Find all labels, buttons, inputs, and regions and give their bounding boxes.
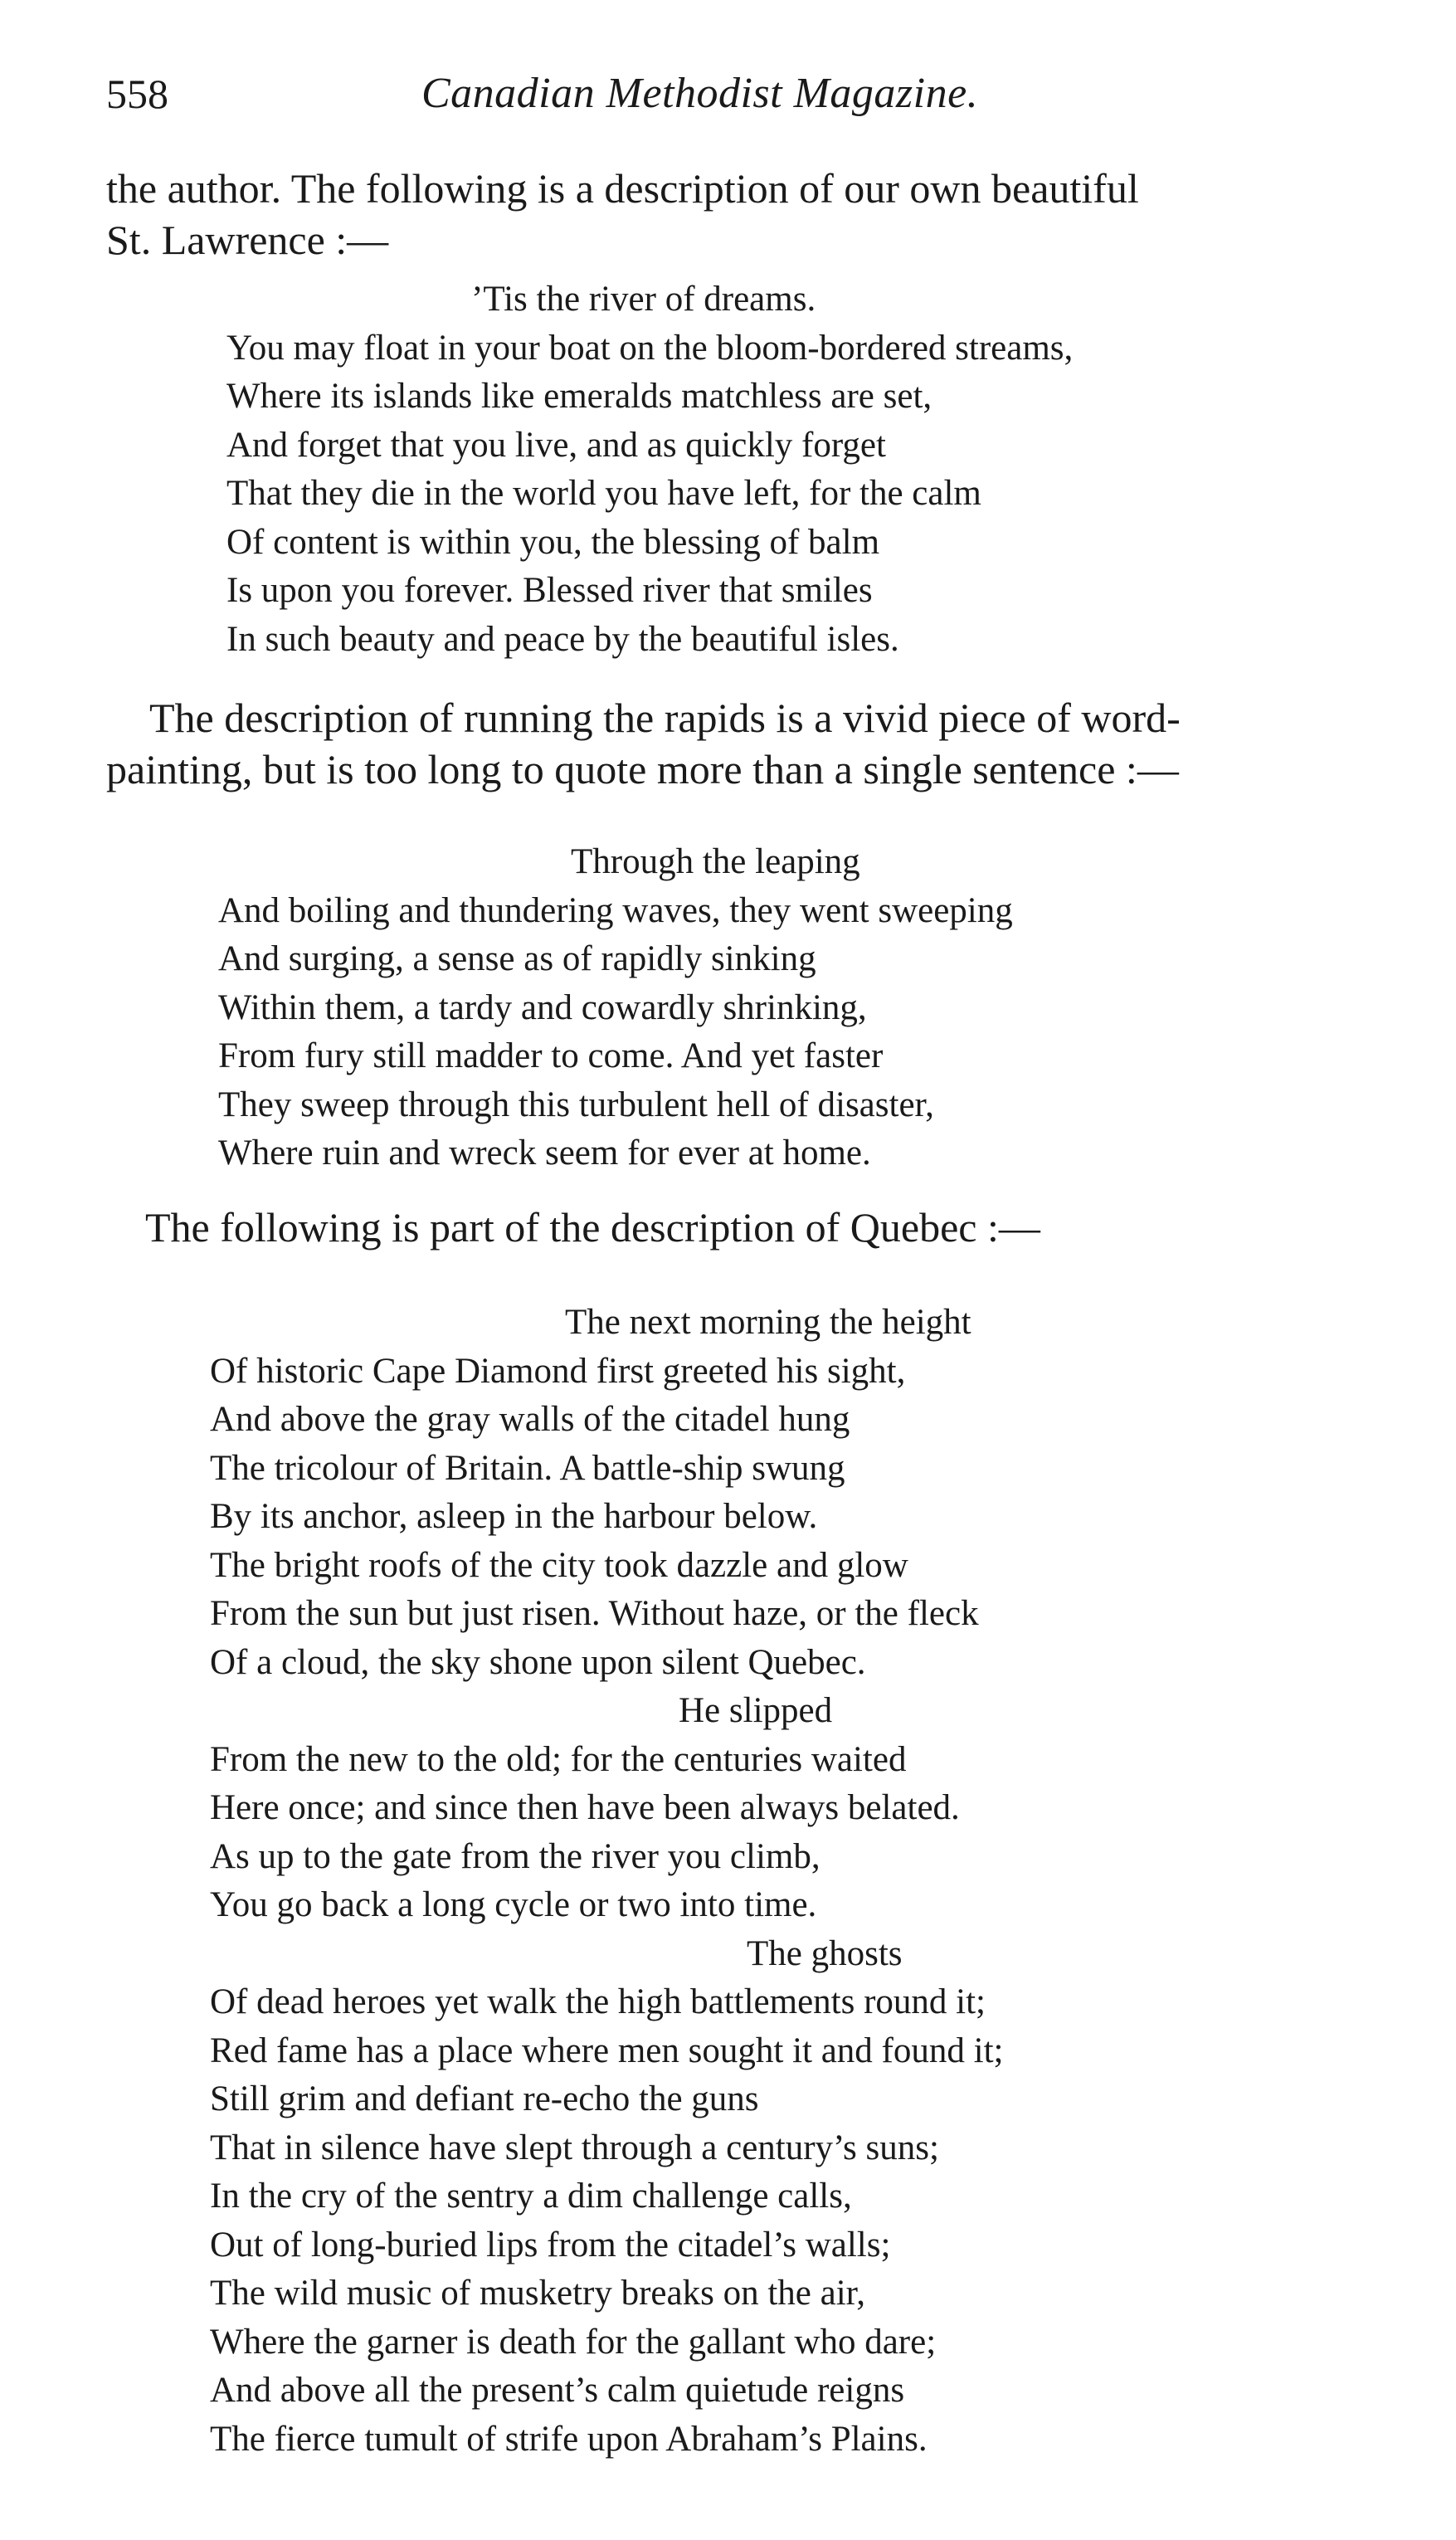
- intro-word: is: [537, 165, 566, 212]
- rapids-word: is: [776, 695, 804, 741]
- intro-paragraph: [106, 163, 1390, 266]
- verse-line: ’Tis the river of dreams.: [471, 280, 816, 319]
- verse-line: Through the leaping: [571, 842, 860, 881]
- rapids-word: piece: [938, 695, 1026, 741]
- rapids-word: running: [464, 695, 593, 741]
- verse-line: That in silence have slept through a century’s suns;: [210, 2128, 939, 2167]
- rapids-word: of: [1036, 695, 1071, 741]
- verse-line: And boiling and thundering waves, they went sweeping: [218, 890, 1013, 930]
- verse-line: And forget that you live, and as quickly forget: [226, 425, 886, 465]
- intro-word: of: [799, 165, 834, 212]
- verse-line: They sweep through this turbulent hell of disaster,: [218, 1085, 934, 1124]
- verse-line: And above all the present’s calm quietude reigns: [210, 2371, 905, 2410]
- rapids-word: vivid: [842, 695, 928, 741]
- intro-word: our: [844, 165, 899, 212]
- verse-line: By its anchor, asleep in the harbour below.: [210, 1497, 818, 1536]
- verse-line: Where the garner is death for the gallant who dare;: [210, 2322, 937, 2362]
- intro-word: beautiful: [991, 165, 1139, 212]
- page-header: [106, 65, 1400, 123]
- page-number: 558: [106, 71, 168, 117]
- verse-line: From fury still madder to come. And yet faster: [218, 1036, 884, 1075]
- rapids-word: description: [224, 695, 409, 741]
- rapids-word: rapids: [664, 695, 766, 741]
- verse-line: Of dead heroes yet walk the high battlements round it;: [210, 1982, 986, 2021]
- verse-line: He slipped: [679, 1691, 833, 1730]
- verse-line: The tricolour of Britain. A battle-ship swung: [210, 1448, 845, 1488]
- verse-line: The bright roofs of the city took dazzle and glow: [210, 1545, 908, 1585]
- verse-line: The ghosts: [747, 1933, 903, 1973]
- verse-line: In such beauty and peace by the beautiful isles.: [226, 619, 899, 659]
- verse-line: You go back a long cycle or two into time.: [210, 1885, 817, 1924]
- verse-line: The fierce tumult of strife upon Abraham’s Plains.: [210, 2419, 928, 2459]
- intro-line-1: [106, 163, 1390, 214]
- verse-line: The wild music of musketry breaks on the air,: [210, 2274, 865, 2313]
- rapids-word: a: [814, 695, 833, 741]
- intro-word: following: [365, 165, 528, 212]
- quebec-line-1: The following is part of the description of Quebec :—: [145, 1204, 1040, 1250]
- verse-line: Is upon you forever. Blessed river that smiles: [226, 571, 873, 610]
- verse-line: Still grim and defiant re-echo the guns: [210, 2079, 759, 2118]
- verse-line: That they die in the world you have left, for the calm: [226, 474, 981, 513]
- poem-quebec: [210, 1299, 1003, 2464]
- rapids-paragraph: [106, 692, 1390, 795]
- verse-line: You may float in your boat on the bloom-bordered streams,: [226, 328, 1074, 368]
- quebec-paragraph: [145, 1202, 1390, 1253]
- verse-line: Of content is within you, the blessing of balm: [226, 522, 880, 562]
- intro-word: a: [575, 165, 594, 212]
- verse-line: Of historic Cape Diamond first greeted his sight,: [210, 1351, 906, 1391]
- verse-line: Of a cloud, the sky shone upon silent Quebec.: [210, 1642, 866, 1682]
- intro-word: author.: [167, 165, 282, 212]
- verse-line: In the cry of the sentry a dim challenge calls,: [210, 2177, 852, 2216]
- verse-line: Red fame has a place where men sought it and found it;: [210, 2031, 1004, 2070]
- rapids-word: of: [418, 695, 454, 741]
- verse-line: Where its islands like emeralds matchless are set,: [226, 377, 933, 416]
- rapids-line-2: painting, but is too long to quote more than a single sentence :—: [106, 746, 1179, 792]
- verse-line: As up to the gate from the river you climb,: [210, 1836, 821, 1876]
- intro-line-2: St. Lawrence :—: [106, 217, 389, 263]
- verse-line: Within them, a tardy and cowardly shrinking,: [218, 987, 867, 1027]
- poem-st-lawrence: [226, 275, 1073, 664]
- rapids-word: The: [149, 695, 214, 741]
- running-head: Canadian Methodist Magazine.: [421, 70, 979, 117]
- verse-line: And surging, a sense as of rapidly sinking: [218, 939, 816, 978]
- rapids-word: word-: [1081, 695, 1181, 741]
- intro-word: The: [290, 165, 356, 212]
- intro-word: the: [106, 165, 158, 212]
- verse-line: Here once; and since then have been always belated.: [210, 1788, 960, 1827]
- verse-line: Where ruin and wreck seem for ever at home.: [218, 1133, 871, 1172]
- rapids-line-1: [106, 692, 1390, 743]
- poem-rapids: [218, 838, 1013, 1178]
- verse-line: Out of long-buried lips from the citadel’s walls;: [210, 2225, 891, 2265]
- verse-line: And above the gray walls of the citadel hung: [210, 1400, 850, 1439]
- intro-word: own: [909, 165, 981, 212]
- verse-line: The next morning the height: [565, 1303, 971, 1342]
- rapids-word: the: [603, 695, 655, 741]
- verse-line: From the sun but just risen. Without haze, or the fleck: [210, 1594, 979, 1633]
- verse-line: From the new to the old; for the centuries waited: [210, 1739, 907, 1779]
- intro-word: description: [604, 165, 789, 212]
